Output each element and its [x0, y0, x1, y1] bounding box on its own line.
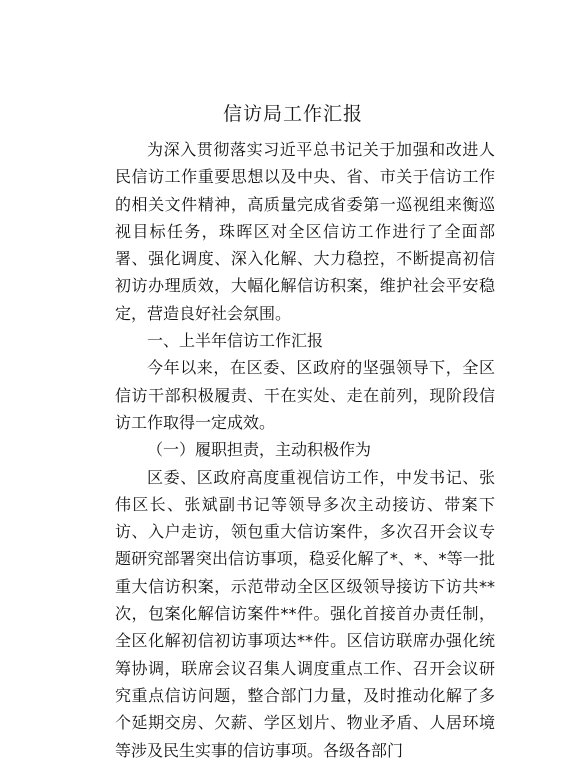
subsection-paragraph: 区委、区政府高度重视信访工作，中发书记、张伟区长、张斌副书记等领导多次主动接访、带案下访、入户走访，领包重大信访案件，多次召开会议专题研究部署突出信访事项，稳妥化解了*、*、*等一批重大信访积案，示范带动全区区级领导接访下访共**次，包案化解信访案件**件。强化首接首办责任制，全区化解初信初访事项达**件。区信访联席办强化统筹协调，联席会议召集人调度重点工作、召开会议研究重点信访问题，整合部门力量，及时推动化解了多个延期交房、欠薪、学区划片、物业矛盾、人居环境等涉及民生实事的信访事项。各级各部门: [115, 467, 495, 760]
subsection-heading: （一）履职担责，主动积极作为: [147, 440, 372, 460]
section-paragraph: 今年以来，在区委、区政府的坚强领导下，全区信访干部积极履责、干在实处、走在前列，现阶段信访工作取得一定成效。: [115, 358, 495, 432]
intro-paragraph: 为深入贯彻落实习近平总书记关于加强和改进人民信访工作重要思想以及中央、省、市关于信访工作的相关文件精神，高质量完成省委第一巡视组来衡巡视目标任务，珠晖区对全区信访工作进行了全面部署、强化调度、深入化解、大力稳控，不断提高初信初访办理质效，大幅化解信访积案，维护社会平安稳定，营造良好社会氛围。: [115, 140, 495, 323]
document-title: 信访局工作汇报: [222, 103, 363, 125]
document-body: [115, 136, 495, 764]
section-heading: 一、上半年信访工作汇报: [147, 331, 324, 351]
